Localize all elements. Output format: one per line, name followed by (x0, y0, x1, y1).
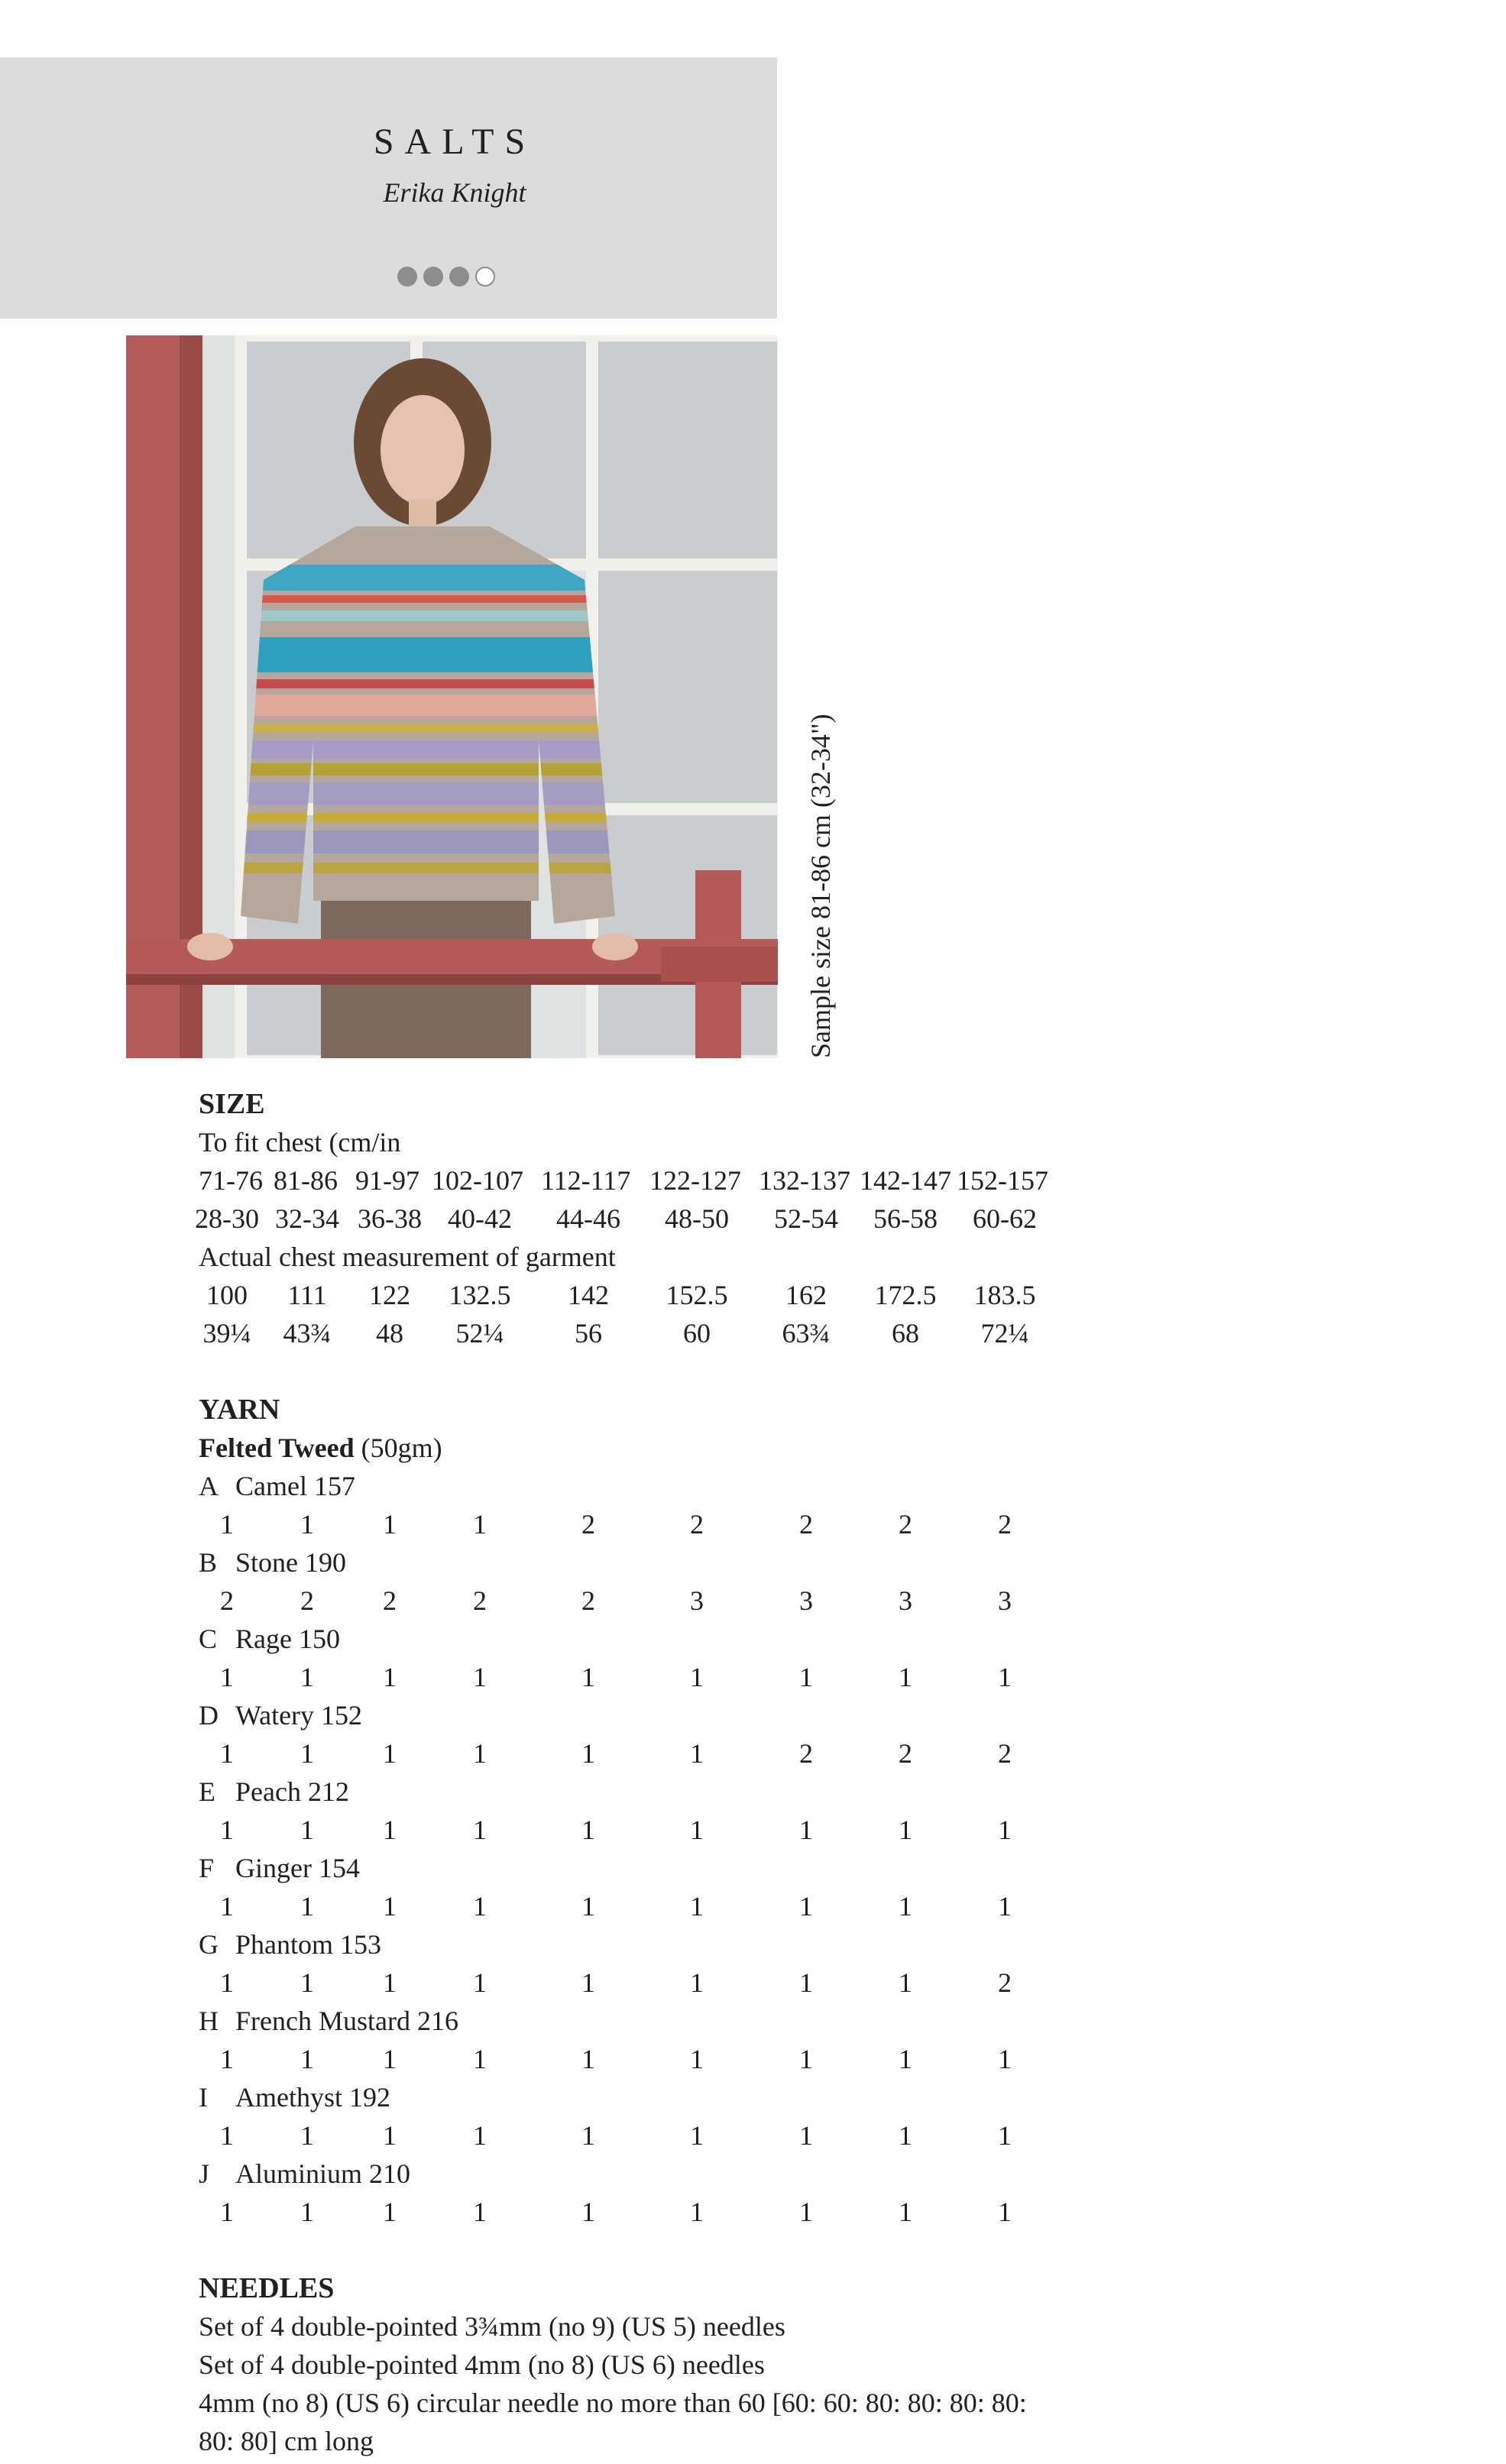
yarn-colour-label (199, 1773, 1345, 1811)
yarn-quantity-cell: 1 (799, 1967, 813, 1998)
designer-name: Erika Knight (383, 177, 526, 208)
yarn-quantity-row (199, 2116, 1345, 2155)
yarn-quantity-cell: 1 (473, 1662, 487, 1692)
yarn-colour-label (199, 1620, 1345, 1658)
yarn-colour-code: G (199, 1929, 219, 1960)
yarn-colour-name: Stone 190 (235, 1547, 347, 1578)
yarn-quantity-cell: 1 (300, 1738, 314, 1769)
actual-cm-cell: 142 (568, 1280, 609, 1310)
yarn-heading: YARN (199, 1394, 280, 1426)
yarn-quantity-cell: 1 (473, 1509, 487, 1540)
yarn-quantity-row (199, 2193, 1345, 2231)
actual-measurement-label: Actual chest measurement of garment (199, 1242, 616, 1272)
cm-ranges-row (199, 1161, 1345, 1200)
actual-in-cell: 56 (575, 1318, 602, 1349)
yarn-colour-label (199, 2002, 1345, 2040)
actual-in-cell: 60 (683, 1318, 711, 1349)
yarn-quantity-cell: 1 (383, 2197, 397, 2227)
yarn-quantity-cell: 1 (473, 1815, 487, 1845)
yarn-quantity-cell: 1 (383, 1967, 397, 1998)
yarn-quantity-cell: 2 (581, 1509, 595, 1540)
yarn-quantity-cell: 1 (473, 1891, 487, 1922)
needles-heading: NEEDLES (199, 2272, 335, 2304)
yarn-quantity-cell: 1 (899, 1815, 912, 1845)
yarn-quantity-cell: 1 (899, 1967, 912, 1998)
difficulty-dot (423, 267, 443, 287)
yarn-colour-label (199, 1467, 1345, 1505)
yarn-quantity-row (199, 2040, 1345, 2078)
cm-range-cell: 112-117 (541, 1165, 631, 1196)
yarn-quantity-row (199, 1811, 1345, 1849)
yarn-colour-code: I (199, 2082, 208, 2113)
yarn-quantity-cell: 1 (300, 1509, 314, 1540)
yarn-quantity-cell: 1 (899, 2120, 912, 2151)
sample-size-caption: Sample size 81-86 cm (32-34") (805, 714, 836, 1058)
yarn-quantity-cell: 1 (799, 2120, 813, 2151)
yarn-colour-code: C (199, 1624, 218, 1654)
yarn-quantity-cell: 1 (690, 2197, 704, 2227)
difficulty-dot (475, 267, 495, 287)
yarn-quantity-row (199, 1658, 1345, 1696)
actual-in-cell: 72¼ (980, 1318, 1029, 1349)
yarn-quantity-cell: 1 (220, 2197, 234, 2227)
yarn-quantity-row (199, 1964, 1345, 2002)
yarn-quantity-cell: 2 (220, 1585, 234, 1616)
actual-in-row (199, 1314, 1345, 1352)
difficulty-dot (449, 267, 469, 287)
yarn-quantity-cell: 1 (473, 1967, 487, 1998)
actual-cm-cell: 183.5 (973, 1280, 1036, 1310)
yarn-colour-label (199, 2078, 1345, 2116)
in-range-cell: 32-34 (275, 1203, 339, 1234)
yarn-quantity-cell: 1 (300, 2197, 314, 2227)
actual-cm-cell: 172.5 (874, 1280, 937, 1310)
actual-cm-cell: 111 (287, 1280, 327, 1310)
difficulty-rating (397, 267, 495, 290)
yarn-quantity-cell: 1 (581, 2120, 595, 2151)
yarn-quantity-cell: 1 (300, 2120, 314, 2151)
actual-cm-cell: 100 (206, 1280, 248, 1310)
yarn-quantity-cell: 1 (690, 2044, 704, 2074)
size-heading: SIZE (199, 1088, 265, 1120)
needle-line: Set of 4 double-pointed 4mm (no 8) (US 6) needles (199, 2349, 765, 2380)
yarn-quantity-cell: 1 (899, 2044, 912, 2074)
yarn-quantity-cell: 1 (220, 2120, 234, 2151)
yarn-quantity-cell: 1 (581, 2044, 595, 2074)
in-range-cell: 44-46 (556, 1203, 620, 1234)
in-range-cell: 56-58 (873, 1203, 938, 1234)
cm-range-cell: 152-157 (957, 1165, 1048, 1196)
yarn-colour-name: Amethyst 192 (235, 2082, 390, 2113)
yarn-weight: (50gm) (361, 1433, 442, 1463)
yarn-quantity-cell: 1 (220, 1738, 234, 1769)
cm-range-cell: 142-147 (860, 1165, 951, 1196)
yarn-colour-label (199, 1849, 1345, 1887)
needle-line: 4mm (no 8) (US 6) circular needle no more than 60 [60: 60: 80: 80: 80: 80: (199, 2388, 1027, 2418)
yarn-quantity-cell: 1 (690, 1738, 704, 1769)
yarn-brand: Felted Tweed (199, 1433, 355, 1463)
yarn-quantity-cell: 1 (690, 1967, 704, 1998)
yarn-quantity-cell: 1 (220, 1967, 234, 1998)
actual-cm-cell: 132.5 (449, 1280, 511, 1310)
in-range-cell: 52-54 (774, 1203, 838, 1234)
yarn-quantity-cell: 1 (899, 1891, 912, 1922)
yarn-quantity-cell: 2 (998, 1509, 1012, 1540)
yarn-quantity-cell: 2 (581, 1585, 595, 1616)
yarn-quantity-cell: 1 (300, 1815, 314, 1845)
cm-range-cell: 122-127 (649, 1165, 741, 1196)
actual-cm-cell: 152.5 (666, 1280, 728, 1310)
needle-line: 80: 80] cm long (199, 2426, 374, 2456)
in-range-cell: 60-62 (973, 1203, 1037, 1234)
actual-cm-cell: 122 (369, 1280, 410, 1310)
yarn-quantity-cell: 1 (383, 1738, 397, 1769)
yarn-quantity-row (199, 1887, 1345, 1925)
yarn-quantity-cell: 1 (383, 2044, 397, 2074)
yarn-quantity-cell: 1 (220, 1662, 234, 1692)
pattern-details (195, 1085, 1345, 2460)
yarn-quantity-cell: 2 (998, 1738, 1012, 1769)
needle-line: Set of 4 double-pointed 3¾mm (no 9) (US 5) needles (199, 2311, 785, 2342)
in-ranges-row (195, 1200, 1345, 1238)
yarn-quantity-cell: 1 (998, 1662, 1012, 1692)
yarn-quantity-cell: 1 (581, 1662, 595, 1692)
yarn-quantity-cell: 1 (473, 2120, 487, 2151)
yarn-quantity-cell: 2 (799, 1509, 813, 1540)
yarn-colour-code: A (199, 1471, 219, 1501)
yarn-colour-code: D (199, 1700, 219, 1731)
cm-range-cell: 81-86 (274, 1165, 338, 1196)
yarn-colour-code: F (199, 1853, 215, 1883)
in-range-cell: 40-42 (448, 1203, 512, 1234)
yarn-quantity-cell: 1 (300, 2044, 314, 2074)
fit-label: To fit chest (cm/in (199, 1127, 401, 1158)
yarn-quantity-cell: 3 (998, 1585, 1012, 1616)
yarn-colour-name: Phantom 153 (235, 1929, 382, 1960)
yarn-quantity-cell: 1 (690, 1815, 704, 1845)
yarn-colour-name: French Mustard 216 (235, 2006, 458, 2036)
model-photo (126, 335, 778, 1058)
yarn-quantity-row (199, 1582, 1345, 1620)
actual-in-cell: 63¾ (782, 1318, 831, 1349)
yarn-quantity-cell: 1 (581, 1967, 595, 1998)
actual-in-cell: 52¼ (455, 1318, 504, 1349)
yarn-quantity-cell: 1 (383, 2120, 397, 2151)
yarn-quantity-cell: 1 (383, 1815, 397, 1845)
yarn-quantity-cell: 1 (799, 1662, 813, 1692)
in-range-cell: 48-50 (665, 1203, 729, 1234)
yarn-quantity-cell: 2 (998, 1967, 1012, 1998)
yarn-quantity-cell: 1 (581, 1738, 595, 1769)
difficulty-dot (397, 267, 417, 287)
actual-cm-cell: 162 (785, 1280, 827, 1310)
yarn-colour-label (199, 1543, 1345, 1582)
yarn-colour-list (199, 1467, 1345, 2231)
yarn-quantity-cell: 1 (998, 1891, 1012, 1922)
yarn-quantity-cell: 3 (799, 1585, 813, 1616)
yarn-quantity-row (199, 1505, 1345, 1543)
yarn-colour-code: J (199, 2158, 210, 2189)
yarn-quantity-cell: 1 (220, 1815, 234, 1845)
yarn-quantity-row (199, 1734, 1345, 1773)
yarn-quantity-cell: 1 (690, 1662, 704, 1692)
yarn-quantity-cell: 1 (998, 1815, 1012, 1845)
yarn-colour-name: Rage 150 (235, 1624, 340, 1654)
yarn-quantity-cell: 2 (300, 1585, 314, 1616)
yarn-quantity-cell: 1 (383, 1509, 397, 1540)
yarn-quantity-cell: 1 (300, 1662, 314, 1692)
yarn-quantity-cell: 1 (300, 1891, 314, 1922)
yarn-quantity-cell: 1 (220, 1891, 234, 1922)
yarn-colour-name: Ginger 154 (235, 1853, 360, 1883)
yarn-quantity-cell: 1 (383, 1891, 397, 1922)
sweater-photo-illustration (126, 335, 778, 1058)
yarn-quantity-cell: 2 (473, 1585, 487, 1616)
yarn-colour-label (199, 2155, 1345, 2193)
yarn-quantity-cell: 2 (899, 1738, 912, 1769)
actual-in-cell: 68 (892, 1318, 919, 1349)
yarn-quantity-cell: 1 (690, 1891, 704, 1922)
yarn-colour-code: B (199, 1547, 218, 1578)
yarn-quantity-cell: 3 (899, 1585, 912, 1616)
cm-range-cell: 71-76 (199, 1165, 263, 1196)
yarn-colour-code: H (199, 2006, 219, 2036)
yarn-quantity-cell: 2 (799, 1738, 813, 1769)
yarn-quantity-cell: 1 (383, 1662, 397, 1692)
yarn-quantity-cell: 2 (383, 1585, 397, 1616)
yarn-quantity-cell: 1 (899, 2197, 912, 2227)
actual-in-cell: 48 (376, 1318, 403, 1349)
yarn-colour-name: Aluminium 210 (235, 2158, 411, 2189)
yarn-quantity-cell: 1 (998, 2044, 1012, 2074)
yarn-brand-line (199, 1429, 1345, 1467)
yarn-quantity-cell: 3 (690, 1585, 704, 1616)
in-range-cell: 28-30 (195, 1203, 259, 1234)
actual-in-cell: 43¾ (283, 1318, 332, 1349)
yarn-quantity-cell: 1 (473, 2197, 487, 2227)
yarn-quantity-cell: 1 (799, 1815, 813, 1845)
yarn-quantity-cell: 1 (220, 1509, 234, 1540)
yarn-quantity-cell: 1 (690, 2120, 704, 2151)
yarn-quantity-cell: 1 (799, 2197, 813, 2227)
yarn-colour-name: Camel 157 (235, 1471, 355, 1501)
yarn-colour-name: Watery 152 (235, 1700, 363, 1731)
yarn-quantity-cell: 1 (220, 2044, 234, 2074)
yarn-quantity-cell: 2 (690, 1509, 704, 1540)
yarn-quantity-cell: 1 (300, 1967, 314, 1998)
actual-in-cell: 39¼ (202, 1318, 251, 1349)
yarn-quantity-cell: 1 (581, 1815, 595, 1845)
in-range-cell: 36-38 (358, 1203, 422, 1234)
cm-range-cell: 91-97 (355, 1165, 419, 1196)
yarn-colour-label (199, 1696, 1345, 1734)
yarn-quantity-cell: 1 (473, 1738, 487, 1769)
yarn-colour-label (199, 1925, 1345, 1964)
yarn-quantity-cell: 1 (998, 2120, 1012, 2151)
actual-cm-row (199, 1276, 1345, 1314)
yarn-colour-code: E (199, 1776, 215, 1807)
yarn-quantity-cell: 1 (581, 1891, 595, 1922)
cm-range-cell: 132-137 (759, 1165, 850, 1196)
yarn-quantity-cell: 1 (899, 1662, 912, 1692)
yarn-quantity-cell: 1 (998, 2197, 1012, 2227)
yarn-quantity-cell: 1 (799, 2044, 813, 2074)
yarn-quantity-cell: 1 (473, 2044, 487, 2074)
yarn-quantity-cell: 1 (581, 2197, 595, 2227)
cm-range-cell: 102-107 (432, 1165, 523, 1196)
pattern-title: SALTS (373, 121, 536, 162)
yarn-colour-name: Peach 212 (235, 1776, 349, 1807)
yarn-quantity-cell: 2 (899, 1509, 912, 1540)
yarn-quantity-cell: 1 (799, 1891, 813, 1922)
